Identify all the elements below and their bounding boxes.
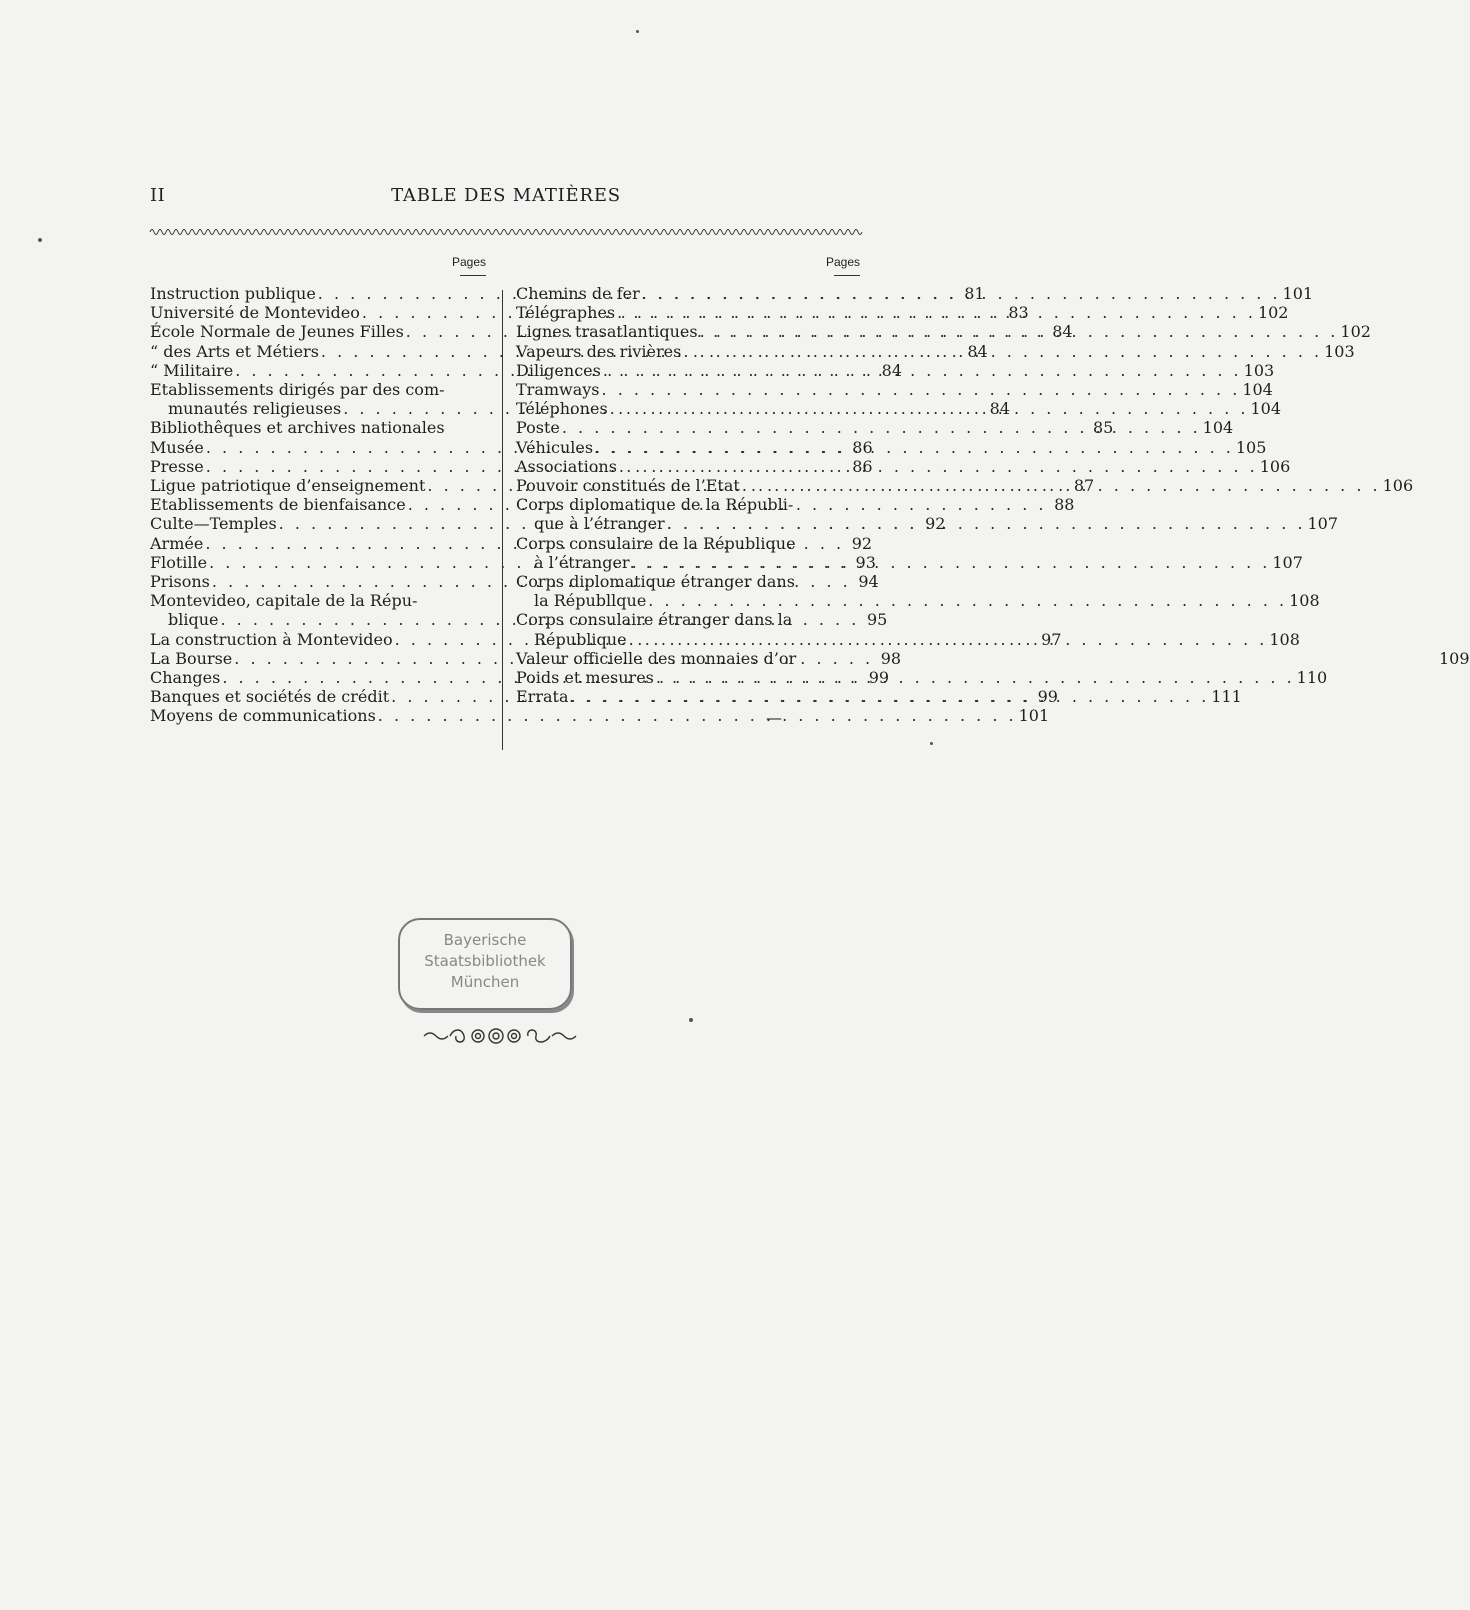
pages-column-label: Pages <box>451 255 486 269</box>
toc-entry-title: Bibliothêques et archives nationales <box>150 418 445 438</box>
column-divider <box>502 290 503 750</box>
toc-entry-title: la Républlque <box>534 591 647 611</box>
toc-entry-page: 88 <box>1054 495 1075 515</box>
toc-entry <box>516 591 1320 611</box>
toc-entry-page: 103 <box>1324 341 1355 361</box>
toc-entry <box>516 534 862 553</box>
toc-entry-page: 107 <box>1307 514 1339 534</box>
toc-entry-title: Tramways <box>516 380 600 400</box>
toc-entry-page: 81 <box>964 284 985 303</box>
pages-label-underline <box>150 272 488 284</box>
toc-entry-page: 84 <box>1052 322 1073 342</box>
toc-entry-title: Etablissements de bienfaisance <box>150 495 406 515</box>
dot-leader <box>681 342 1324 361</box>
toc-entry-page: 110 <box>1296 668 1328 688</box>
dot-leader <box>560 418 1203 437</box>
toc-entry-page: 84 <box>967 341 988 361</box>
running-title: TABLE DES MATIÈRES <box>391 185 621 206</box>
toc-entry-page: 104 <box>1242 380 1273 400</box>
toc-entry-title: Musée <box>150 437 204 457</box>
dot-leader <box>601 361 1244 380</box>
toc-entry-title: Université de Montevideo <box>150 303 360 323</box>
toc-entry-page: 105 <box>1235 437 1267 457</box>
toc-entry-title: Téléphones <box>516 399 608 419</box>
toc-entry-page: 94 <box>858 572 879 592</box>
dot-leader <box>665 514 1308 533</box>
paper-speck <box>689 1018 693 1022</box>
dot-leader <box>630 553 1273 572</box>
toc-entry-title: “ Militaire <box>150 360 234 380</box>
toc-entry-title: La construction à Montevideo <box>150 629 393 649</box>
toc-entry-title: Associations <box>516 456 617 476</box>
toc-entry-title: Instruction publique <box>150 284 316 303</box>
toc-entry <box>516 610 862 629</box>
toc-entry-title: Chemins de fer <box>516 284 640 303</box>
toc-entry-title: École Normale de Jeunes Filles <box>150 322 404 342</box>
paper-speck <box>38 238 42 242</box>
toc-entry <box>150 591 488 610</box>
toc-entry-page: 97 <box>1041 629 1062 649</box>
toc-entry-title: que à l’étranger <box>534 514 665 534</box>
toc-entry-page: 102 <box>1340 322 1371 342</box>
toc-entry-page: 85 <box>1092 418 1114 438</box>
toc-entry-title: Prisons <box>150 572 210 592</box>
toc-entry-title: Flotille <box>150 552 208 572</box>
toc-entry-page: 98 <box>880 648 902 668</box>
toc-entry <box>516 380 1273 400</box>
toc-entry-page: 111 <box>1211 687 1242 707</box>
toc-entry-title: Diligences <box>516 360 601 380</box>
toc-entry-page: 93 <box>855 552 876 572</box>
toc-entry-page: 107 <box>1272 552 1303 572</box>
toc-entry-page: 86 <box>852 437 873 457</box>
toc-entry-title: Presse <box>150 456 204 476</box>
end-mark: — <box>766 708 782 728</box>
toc-entry-title: Poste <box>516 418 560 438</box>
toc-entry-page: 102 <box>1257 303 1289 323</box>
toc-entry-page: 99 <box>868 668 890 688</box>
toc-entry-title: Corps consulaire étranger dans la <box>516 610 793 630</box>
pages-column-label: Pages <box>825 255 860 269</box>
dot-leader <box>740 476 1383 495</box>
dot-leader <box>608 399 1251 418</box>
toc-entry <box>150 380 488 399</box>
dot-leader <box>615 303 1258 322</box>
toc-entry-title: Véhicules <box>516 437 594 457</box>
toc-entry-page: 95 <box>866 610 888 630</box>
toc-entry-page: 101 <box>1018 706 1050 726</box>
toc-entry-title: Lignes trasatlantiques <box>516 322 698 342</box>
toc-entry-title: “ des Arts et Métiers <box>150 341 319 361</box>
page-header <box>150 185 862 215</box>
dot-leader <box>568 687 1211 706</box>
toc-entry-page: 83 <box>1008 303 1029 323</box>
toc-entry-page: 106 <box>1382 476 1414 496</box>
paper-speck <box>930 742 933 745</box>
dot-leader <box>646 591 1289 610</box>
toc-entry-page: 103 <box>1243 360 1275 380</box>
toc-entry-page: 104 <box>1250 399 1281 419</box>
toc-entry <box>516 495 862 514</box>
page-number: II <box>150 185 166 206</box>
wavy-rule-ornament <box>150 227 862 237</box>
toc-entry-title: Montevideo, capitale de la Répu- <box>150 591 418 611</box>
toc-entry-title: Télégraphes <box>516 303 616 323</box>
table-of-contents <box>150 252 1470 752</box>
dot-leader <box>627 630 1270 649</box>
stamp-line-1: Bayerische <box>443 931 527 949</box>
toc-entry-title: La Bourse <box>150 648 233 668</box>
paper-speck <box>636 30 639 33</box>
toc-entry-title: Corps diplomatique étranger dans <box>516 572 795 592</box>
toc-entry-title: Errata <box>516 687 569 707</box>
toc-entry-page: 87 <box>1073 476 1095 496</box>
toc-entry-title: République <box>534 629 627 649</box>
toc-entry-title: Moyens de communications <box>150 706 376 726</box>
toc-entry-title: munautés religieuses <box>168 399 342 419</box>
toc-entry-title: blique <box>168 610 219 630</box>
toc-entry-page: 104 <box>1202 418 1234 438</box>
tailpiece-ornament <box>420 1024 580 1048</box>
toc-entry-title: Etablissements dirigés par des com- <box>150 380 445 400</box>
toc-entry-page: 84 <box>989 399 1010 419</box>
toc-entry-page: 101 <box>1282 284 1314 303</box>
toc-entry-title: Culte—Temples <box>150 514 277 534</box>
dot-leader <box>600 380 1243 399</box>
toc-entry-page: 108 <box>1269 629 1300 649</box>
toc-entry-title: Corps consulaire de la République <box>516 533 796 553</box>
toc-entry-page: 86 <box>852 456 873 476</box>
library-stamp <box>398 918 572 1010</box>
dot-leader <box>698 322 1341 341</box>
toc-entry-page: 92 <box>925 514 946 534</box>
stamp-line-2: Staatsbibliothek <box>424 952 546 970</box>
toc-entry-title: Vapeurs des rivières <box>516 341 682 361</box>
stamp-line-3: München <box>450 973 520 991</box>
toc-entry-page: 92 <box>851 533 873 553</box>
dot-leader <box>654 668 1297 687</box>
toc-entry-title: à l’étranger <box>534 552 630 572</box>
toc-entry <box>150 706 1050 726</box>
toc-entry-title: Changes <box>150 668 221 688</box>
toc-entry-page: 99 <box>1037 687 1058 707</box>
toc-entry-title: Pouvoir constitués de l’Etat <box>516 476 740 496</box>
toc-entry <box>516 572 862 591</box>
dot-leader <box>593 438 1236 457</box>
toc-entry-title: Poids et mesures <box>516 668 654 688</box>
toc-entry-title: Ligue patriotique d’enseignement <box>150 476 426 496</box>
dot-leader <box>617 457 1260 476</box>
toc-entry-title: Armée <box>150 533 204 553</box>
toc-entry-page: 109 <box>1438 648 1470 668</box>
toc-entry-page: 84 <box>881 360 902 380</box>
dot-leader <box>640 284 1283 303</box>
pages-label-underline <box>516 272 862 284</box>
toc-entry-page: 108 <box>1289 591 1320 611</box>
toc-entry-title: Corps diplomatique de la Républi- <box>516 495 794 515</box>
toc-entry-page: 106 <box>1259 456 1291 476</box>
toc-entry-title: Banques et sociétés de crédit <box>150 687 390 707</box>
toc-entry-title: Valeur officielle des monnaies d’or <box>516 648 797 668</box>
